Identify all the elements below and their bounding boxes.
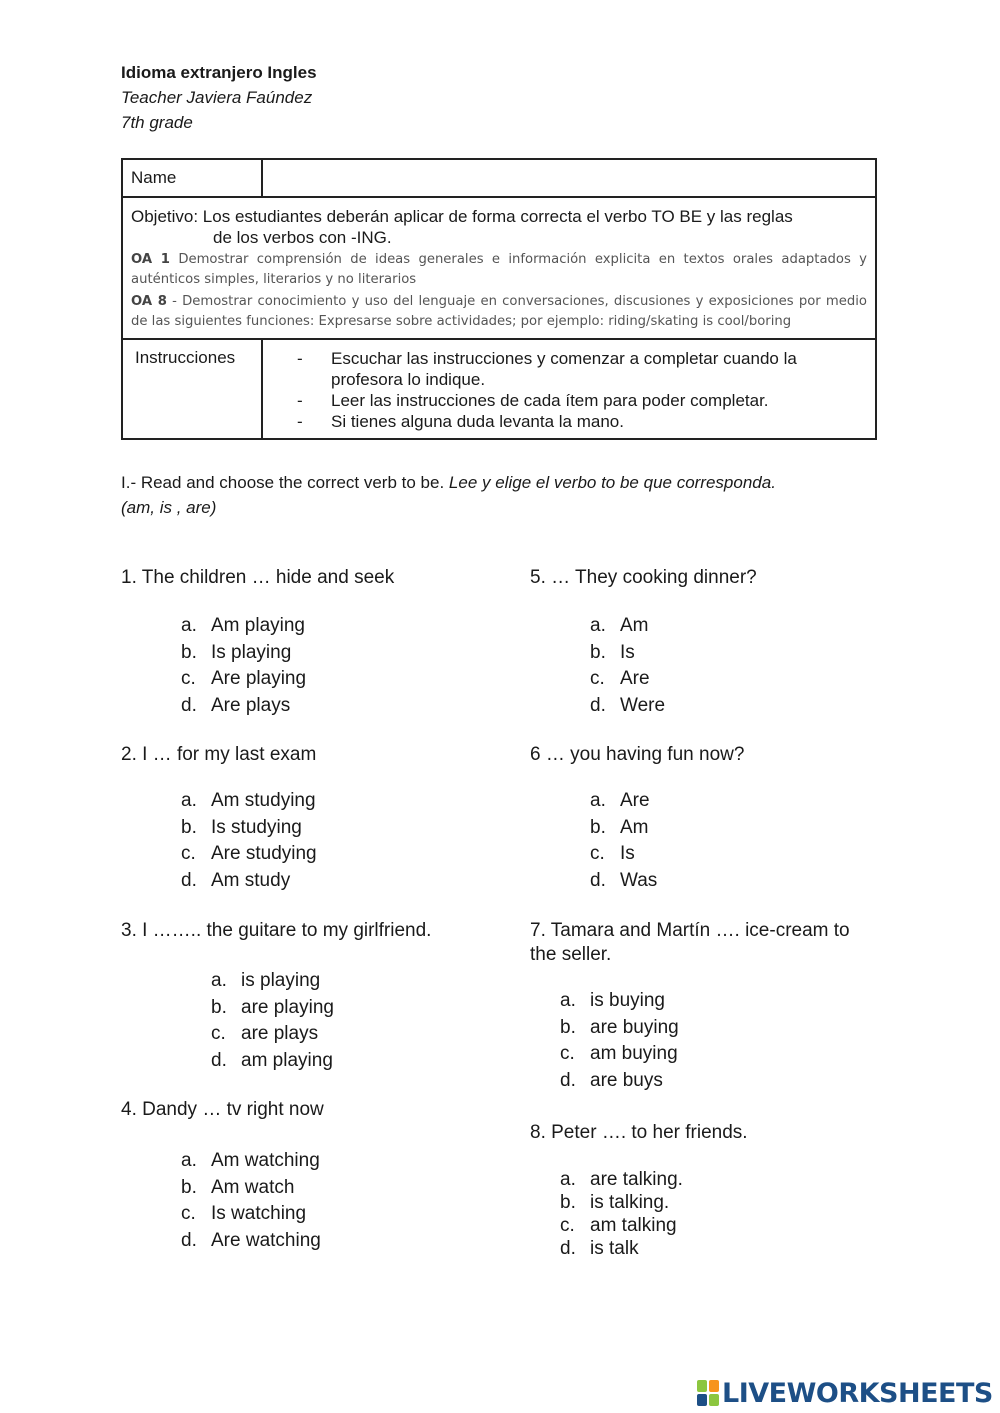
question-5 (530, 566, 880, 719)
logo-text: LIVEWORKSHEETS (722, 1377, 993, 1409)
name-label: Name (122, 159, 262, 197)
option-d[interactable]: d. Were (590, 694, 666, 716)
objective-line-1: Objetivo: Los estudiantes deberán aplicar de forma correcta el verbo TO BE y las reglas (131, 207, 793, 226)
option-a[interactable]: a. Am (590, 615, 649, 636)
option-d[interactable]: d. are buys (560, 1069, 663, 1091)
option-d[interactable]: d. Are watching (181, 1229, 321, 1251)
instruction-item: - Si tienes alguna duda levanta la mano. (297, 411, 863, 432)
oa1-text (131, 250, 867, 290)
option-c[interactable]: c. Are (590, 668, 650, 689)
question-stem: 4. Dandy … tv right now (121, 1099, 324, 1120)
question-6 (530, 743, 880, 894)
option-a[interactable]: a. Am playing (181, 615, 305, 636)
option-c[interactable]: c. Is watching (181, 1203, 307, 1224)
option-d[interactable]: d. Are plays (181, 694, 291, 716)
question-stem: 3. I …….. the guitare to my girlfriend. (121, 920, 432, 941)
question-7 (530, 919, 875, 1094)
option-d[interactable]: d. am playing (211, 1049, 333, 1071)
oa1-description: Demostrar comprensión de ideas generales e información explicita en textos orales adaptados y auténticos simples, literarios y no literarios (131, 252, 867, 287)
question-8 (530, 1121, 880, 1260)
option-b[interactable]: b. Am (590, 816, 649, 838)
option-b[interactable]: b. Am watch (181, 1176, 295, 1198)
options-list (181, 1148, 501, 1254)
section-lead-spanish: Lee y elige el verbo to be que corresponda. (448, 473, 776, 492)
question-stem: 2. I … for my last exam (121, 744, 317, 765)
options-list (211, 968, 501, 1074)
option-c[interactable]: c. am buying (560, 1043, 678, 1064)
options-list (590, 788, 880, 894)
option-c[interactable]: c. Is (590, 843, 635, 864)
question-stem: 8. Peter …. to her friends. (530, 1122, 748, 1143)
oa8-text (131, 292, 867, 332)
question-1 (121, 566, 501, 719)
option-c[interactable]: c. Are studying (181, 843, 317, 864)
instructions-label: Instrucciones (122, 339, 262, 439)
section-lead: I.- Read and choose the correct verb to be. (121, 473, 445, 492)
options-list (181, 788, 501, 894)
objective-cell (122, 197, 876, 339)
question-stem: 5. … They cooking dinner? (530, 567, 757, 588)
options-list (590, 613, 880, 719)
option-a[interactable]: a. Am studying (181, 790, 316, 811)
section-instructions (121, 470, 861, 520)
instruction-item: - Leer las instrucciones de cada ítem para poder completar. (297, 390, 863, 411)
option-b[interactable]: b. Is studying (181, 816, 302, 838)
option-a[interactable]: a. Am watching (181, 1150, 320, 1171)
liveworksheets-logo (697, 1378, 993, 1408)
option-b[interactable]: b. Is playing (181, 641, 292, 663)
liveworksheets-logo-icon (697, 1380, 719, 1406)
option-c[interactable]: c. are plays (211, 1023, 319, 1044)
option-a[interactable]: a. Are (590, 790, 650, 811)
question-stem: 1. The children … hide and seek (121, 567, 395, 588)
document-header (121, 60, 317, 135)
options-list (181, 613, 501, 719)
option-b[interactable]: b. is talking. (560, 1192, 670, 1213)
oa1-code: OA 1 (131, 252, 170, 267)
teacher-name: Teacher Javiera Faúndez (121, 88, 313, 107)
instruction-item: - Escuchar las instrucciones y comenzar a completar cuando la profesora lo indique. (297, 348, 863, 390)
option-a[interactable]: a. is playing (211, 970, 321, 991)
subject-title: Idioma extranjero Ingles (121, 63, 317, 82)
option-b[interactable]: b. Is (590, 641, 635, 663)
option-d[interactable]: d. is talk (560, 1238, 639, 1259)
question-stem: 6 … you having fun now? (530, 744, 745, 765)
option-c[interactable]: c. Are playing (181, 668, 307, 689)
question-2 (121, 743, 501, 894)
option-d[interactable]: d. Was (590, 869, 658, 891)
options-list (560, 1168, 880, 1260)
instructions-list (297, 348, 863, 432)
oa8-description: - Demostrar conocimiento y uso del lenguaje en conversaciones, discusiones y exposiciones por medio de las siguientes funciones: Expresarse sobre actividades; por ejemplo: riding/skating is cool/boring (131, 294, 867, 329)
name-field[interactable] (262, 159, 876, 197)
options-list (560, 988, 875, 1094)
oa8-code: OA 8 (131, 294, 167, 309)
section-options-hint: (am, is , are) (121, 498, 217, 517)
option-d[interactable]: d. Am study (181, 869, 291, 891)
option-b[interactable]: b. are buying (560, 1016, 679, 1038)
question-3 (121, 919, 501, 1074)
instructions-cell (262, 339, 876, 439)
option-b[interactable]: b. are playing (211, 996, 334, 1018)
option-a[interactable]: a. is buying (560, 990, 665, 1011)
question-4 (121, 1098, 501, 1254)
info-table (121, 158, 877, 440)
option-a[interactable]: a. are talking. (560, 1169, 683, 1190)
objective-line-2: de los verbos con -ING. (213, 228, 392, 247)
option-c[interactable]: c. am talking (560, 1215, 677, 1236)
question-stem: 7. Tamara and Martín …. ice-cream to the seller. (530, 920, 850, 965)
grade-label: 7th grade (121, 113, 193, 132)
